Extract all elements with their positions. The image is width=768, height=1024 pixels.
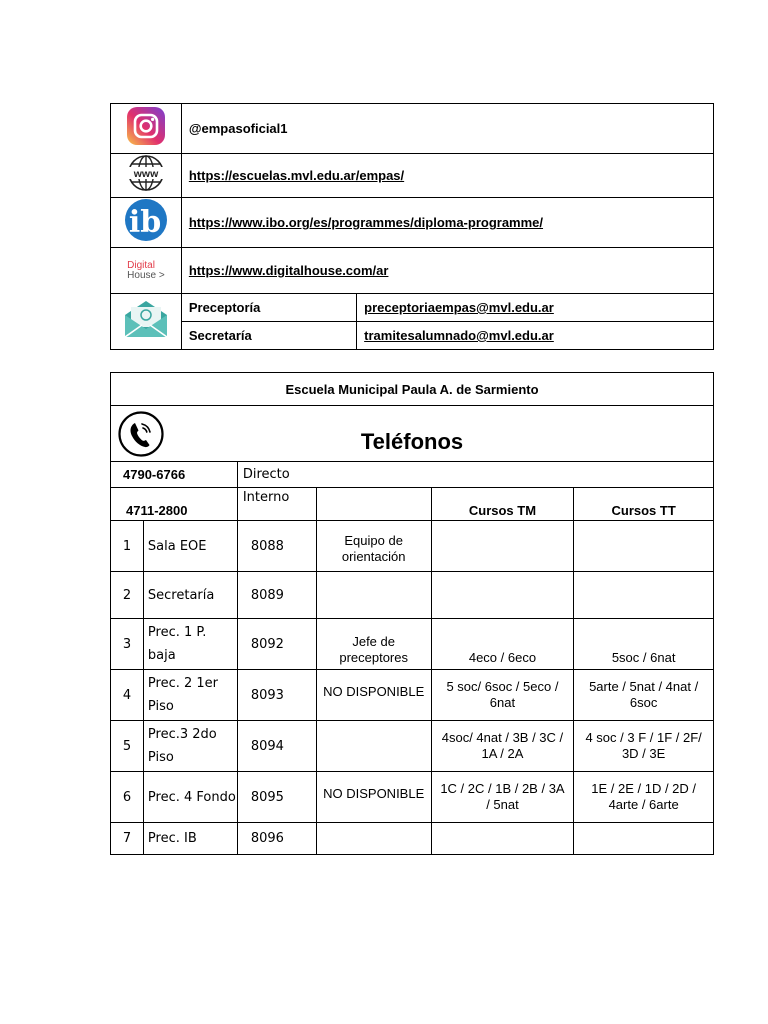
row-extension: 8089 xyxy=(237,572,316,619)
row-note xyxy=(316,572,431,619)
row-cursos-tm xyxy=(431,823,574,855)
table-row xyxy=(111,772,714,823)
row-name: Prec. 1 P. baja xyxy=(143,619,237,670)
row-note xyxy=(316,823,431,855)
table-row xyxy=(111,721,714,772)
ib-url[interactable]: https://www.ibo.org/es/programmes/diploma-programme/ xyxy=(188,215,544,230)
table-row xyxy=(111,670,714,721)
row-extension: 8093 xyxy=(237,670,316,721)
website-cell xyxy=(111,154,182,198)
digitalhouse-link[interactable] xyxy=(181,248,713,294)
row-extension: 8094 xyxy=(237,721,316,772)
row-number: 1 xyxy=(111,521,144,572)
email-cell xyxy=(111,294,182,350)
digitalhouse-cell xyxy=(111,248,182,294)
website-link[interactable] xyxy=(181,154,713,198)
preceptoria-email-link[interactable]: preceptoriaempas@mvl.edu.ar xyxy=(364,300,554,315)
row-number: 2 xyxy=(111,572,144,619)
row-name: Sala EOE xyxy=(143,521,237,572)
row-name: Prec. IB xyxy=(143,823,237,855)
secretaria-email[interactable] xyxy=(357,322,714,350)
row-cursos-tt: 1E / 2E / 1D / 2D / 4arte / 6arte xyxy=(574,772,714,823)
row-name: Secretaría xyxy=(143,572,237,619)
row-number: 4 xyxy=(111,670,144,721)
row-name: Prec. 4 Fondo xyxy=(143,772,237,823)
digital-house-logo-line2: House > xyxy=(127,269,165,281)
row-number: 3 xyxy=(111,619,144,670)
row-name: Prec.3 2do Piso xyxy=(143,721,237,772)
col-cursos-tm: Cursos TM xyxy=(431,488,574,521)
row-cursos-tt xyxy=(574,521,714,572)
row-number: 7 xyxy=(111,823,144,855)
row-cursos-tm: 5 soc/ 6soc / 5eco / 6nat xyxy=(431,670,574,721)
row-number: 5 xyxy=(111,721,144,772)
school-name: Escuela Municipal Paula A. de Sarmiento xyxy=(111,373,714,406)
ib-link[interactable] xyxy=(181,198,713,248)
digital-house-logo-line1: Digital xyxy=(127,259,155,271)
table-row xyxy=(111,619,714,670)
svg-text:www: www xyxy=(133,168,159,180)
row-extension: 8088 xyxy=(237,521,316,572)
row-cursos-tm: 4soc/ 4nat / 3B / 3C / 1A / 2A xyxy=(431,721,574,772)
header-empty-cell xyxy=(316,488,431,521)
row-cursos-tt xyxy=(574,572,714,619)
contacts-table xyxy=(110,103,714,350)
row-cursos-tm xyxy=(431,521,574,572)
secretaria-label: Secretaría xyxy=(181,322,356,350)
table-row xyxy=(111,572,714,619)
digitalhouse-url[interactable]: https://www.digitalhouse.com/ar xyxy=(188,263,389,278)
row-cursos-tt: 4 soc / 3 F / 1F / 2F/ 3D / 3E xyxy=(574,721,714,772)
direct-label: Directo xyxy=(237,462,713,488)
instagram-cell xyxy=(111,104,182,154)
phones-title: Teléfonos xyxy=(360,429,464,454)
row-cursos-tt: 5soc / 6nat xyxy=(574,619,714,670)
row-extension: 8095 xyxy=(237,772,316,823)
preceptoria-label: Preceptoría xyxy=(181,294,356,322)
preceptoria-email[interactable] xyxy=(357,294,714,322)
row-cursos-tm: 4eco / 6eco xyxy=(431,619,574,670)
row-cursos-tm xyxy=(431,572,574,619)
www-globe-icon xyxy=(122,154,170,197)
ib-cell xyxy=(111,198,182,248)
email-envelope-icon xyxy=(122,299,170,344)
digital-house-logo xyxy=(127,261,165,281)
instagram-handle[interactable]: @empasoficial1 xyxy=(181,104,713,154)
row-note: NO DISPONIBLE xyxy=(316,772,431,823)
row-note: Jefe de preceptores xyxy=(316,619,431,670)
row-extension: 8096 xyxy=(237,823,316,855)
telephone-icon xyxy=(116,411,166,460)
internal-number: 4711-2800 xyxy=(111,488,238,521)
phones-title-cell xyxy=(111,406,714,462)
row-cursos-tt: 5arte / 5nat / 4nat / 6soc xyxy=(574,670,714,721)
ib-logo-icon xyxy=(121,198,171,247)
row-cursos-tm: 1C / 2C / 1B / 2B / 3A / 5nat xyxy=(431,772,574,823)
table-row xyxy=(111,823,714,855)
row-number: 6 xyxy=(111,772,144,823)
svg-text:ib: ib xyxy=(128,205,162,240)
internal-label: Interno xyxy=(237,488,316,521)
instagram-icon xyxy=(126,106,166,151)
direct-number: 4790-6766 xyxy=(111,462,238,488)
secretaria-email-link[interactable]: tramitesalumnado@mvl.edu.ar xyxy=(364,328,554,343)
row-name: Prec. 2 1er Piso xyxy=(143,670,237,721)
website-url[interactable]: https://escuelas.mvl.edu.ar/empas/ xyxy=(188,168,405,183)
row-cursos-tt xyxy=(574,823,714,855)
row-extension: 8092 xyxy=(237,619,316,670)
row-note: NO DISPONIBLE xyxy=(316,670,431,721)
row-note: Equipo de orientación xyxy=(316,521,431,572)
row-note xyxy=(316,721,431,772)
table-row xyxy=(111,521,714,572)
col-cursos-tt: Cursos TT xyxy=(574,488,714,521)
phones-table xyxy=(110,372,714,855)
